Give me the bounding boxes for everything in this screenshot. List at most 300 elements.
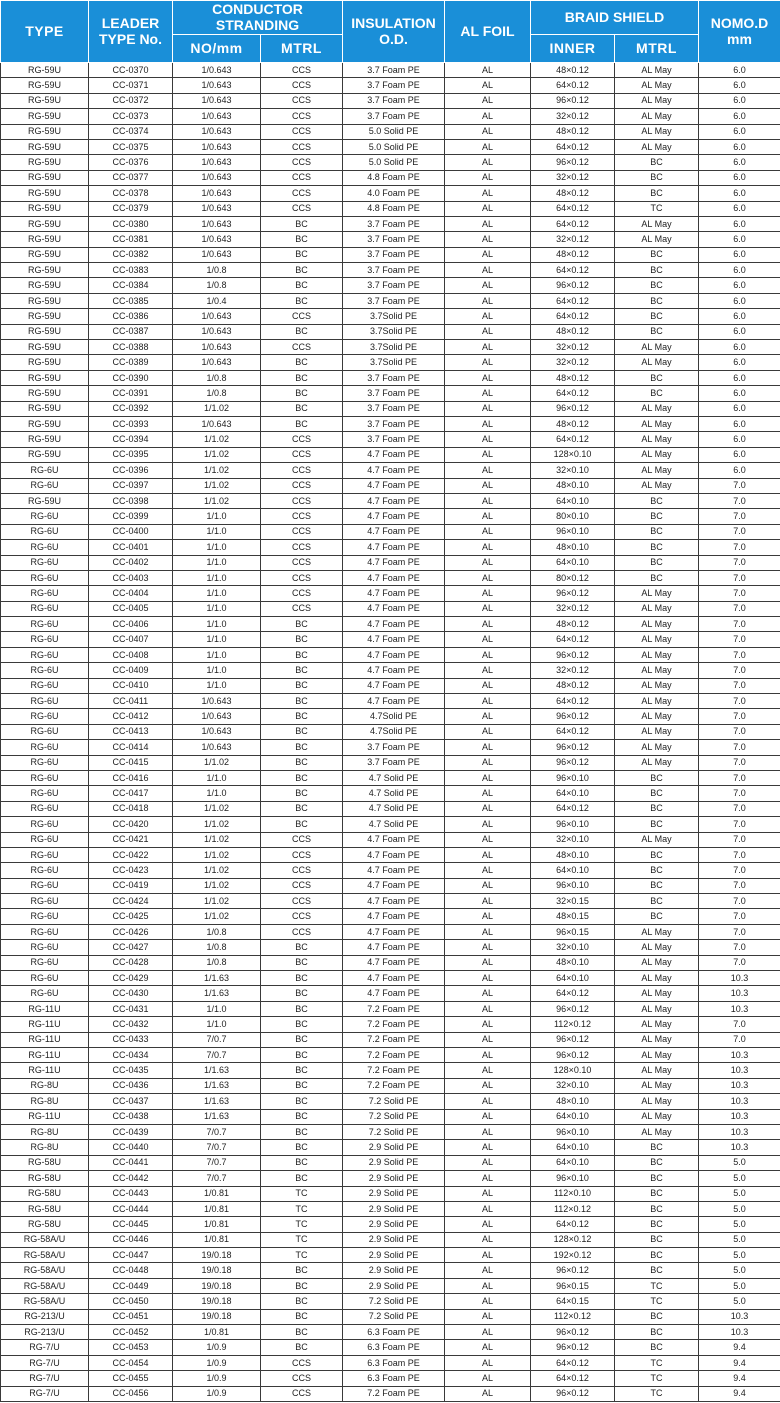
- cell-leader-type-no: CC-0421: [89, 832, 173, 847]
- table-row: [1, 1294, 780, 1309]
- cell-type: RG-6U: [1, 971, 89, 986]
- cell-type: RG-58A/U: [1, 1263, 89, 1278]
- cell-type: RG-6U: [1, 801, 89, 816]
- cell-braid-inner: 64×0.12: [531, 263, 615, 278]
- cell-nomo-d: 7.0: [699, 540, 780, 555]
- cell-conductor-mtrl: TC: [261, 1186, 343, 1201]
- table-row: [1, 124, 780, 139]
- table-row: [1, 786, 780, 801]
- cell-al-foil: AL: [445, 540, 531, 555]
- cell-conductor-no-mm: 1/0.9: [173, 1371, 261, 1386]
- table-row: [1, 186, 780, 201]
- cell-type: RG-6U: [1, 724, 89, 739]
- table-row: [1, 1171, 780, 1186]
- cell-leader-type-no: CC-0391: [89, 386, 173, 401]
- cell-leader-type-no: CC-0435: [89, 1063, 173, 1078]
- cell-conductor-no-mm: 1/1.02: [173, 832, 261, 847]
- cell-conductor-mtrl: CCS: [261, 524, 343, 539]
- cell-braid-inner: 48×0.12: [531, 247, 615, 262]
- cell-type: RG-59U: [1, 263, 89, 278]
- cell-braid-mtrl: AL May: [615, 216, 699, 231]
- cell-al-foil: AL: [445, 1386, 531, 1401]
- cell-leader-type-no: CC-0408: [89, 647, 173, 662]
- cell-type: RG-58U: [1, 1186, 89, 1201]
- cell-type: RG-7/U: [1, 1371, 89, 1386]
- table-row: [1, 570, 780, 585]
- cell-leader-type-no: CC-0433: [89, 1032, 173, 1047]
- cell-conductor-mtrl: CCS: [261, 878, 343, 893]
- cell-conductor-mtrl: BC: [261, 1278, 343, 1293]
- cell-braid-inner: 48×0.10: [531, 540, 615, 555]
- cell-insulation-od: 3.7 Foam PE: [343, 740, 445, 755]
- cell-conductor-no-mm: 1/0.643: [173, 340, 261, 355]
- cell-braid-inner: 32×0.12: [531, 601, 615, 616]
- cell-leader-type-no: CC-0448: [89, 1263, 173, 1278]
- cell-al-foil: AL: [445, 1201, 531, 1216]
- cell-nomo-d: 7.0: [699, 647, 780, 662]
- table-row: [1, 971, 780, 986]
- cell-braid-inner: 64×0.15: [531, 1294, 615, 1309]
- table-row: [1, 1109, 780, 1124]
- cell-al-foil: AL: [445, 586, 531, 601]
- cell-braid-inner: 96×0.12: [531, 1048, 615, 1063]
- cell-type: RG-6U: [1, 709, 89, 724]
- cell-nomo-d: 7.0: [699, 847, 780, 862]
- cell-braid-inner: 64×0.12: [531, 801, 615, 816]
- cell-braid-mtrl: BC: [615, 1232, 699, 1247]
- table-row: [1, 986, 780, 1001]
- cell-al-foil: AL: [445, 1309, 531, 1324]
- table-row: [1, 1232, 780, 1247]
- table-row: [1, 139, 780, 154]
- cell-braid-mtrl: AL May: [615, 124, 699, 139]
- cell-type: RG-59U: [1, 416, 89, 431]
- cell-al-foil: AL: [445, 1325, 531, 1340]
- cell-leader-type-no: CC-0394: [89, 432, 173, 447]
- cell-nomo-d: 10.3: [699, 1063, 780, 1078]
- table-row: [1, 1217, 780, 1232]
- cell-nomo-d: 7.0: [699, 1017, 780, 1032]
- cell-conductor-no-mm: 1/1.0: [173, 786, 261, 801]
- cell-braid-mtrl: AL May: [615, 139, 699, 154]
- cell-type: RG-11U: [1, 1048, 89, 1063]
- cell-type: RG-58A/U: [1, 1294, 89, 1309]
- cell-braid-mtrl: BC: [615, 570, 699, 585]
- cell-conductor-no-mm: 1/1.0: [173, 540, 261, 555]
- cell-leader-type-no: CC-0443: [89, 1186, 173, 1201]
- table-row: [1, 955, 780, 970]
- header-al-foil: AL FOIL: [445, 1, 531, 63]
- cell-braid-inner: 112×0.12: [531, 1017, 615, 1032]
- cell-braid-inner: 96×0.10: [531, 524, 615, 539]
- table-row: [1, 293, 780, 308]
- cell-braid-inner: 96×0.12: [531, 1263, 615, 1278]
- header-braid-shield: BRAID SHIELD: [531, 1, 699, 35]
- cell-leader-type-no: CC-0455: [89, 1371, 173, 1386]
- cell-conductor-no-mm: 19/0.18: [173, 1263, 261, 1278]
- cell-leader-type-no: CC-0442: [89, 1171, 173, 1186]
- cell-conductor-no-mm: 1/1.0: [173, 678, 261, 693]
- cell-braid-mtrl: BC: [615, 1140, 699, 1155]
- cell-braid-mtrl: BC: [615, 863, 699, 878]
- table-row: [1, 940, 780, 955]
- cell-conductor-mtrl: CCS: [261, 124, 343, 139]
- cell-type: RG-58U: [1, 1171, 89, 1186]
- cell-insulation-od: 3.7 Foam PE: [343, 386, 445, 401]
- cell-braid-mtrl: AL May: [615, 617, 699, 632]
- cell-al-foil: AL: [445, 770, 531, 785]
- cell-nomo-d: 10.3: [699, 1078, 780, 1093]
- cell-braid-mtrl: AL May: [615, 740, 699, 755]
- cell-leader-type-no: CC-0386: [89, 309, 173, 324]
- cell-braid-inner: 96×0.15: [531, 1278, 615, 1293]
- cell-conductor-mtrl: CCS: [261, 478, 343, 493]
- cell-braid-inner: 96×0.12: [531, 401, 615, 416]
- cell-conductor-no-mm: 1/0.9: [173, 1355, 261, 1370]
- cell-braid-inner: 80×0.12: [531, 570, 615, 585]
- cell-conductor-mtrl: BC: [261, 1032, 343, 1047]
- cell-braid-mtrl: TC: [615, 1371, 699, 1386]
- cell-leader-type-no: CC-0401: [89, 540, 173, 555]
- cell-type: RG-7/U: [1, 1386, 89, 1401]
- cell-braid-mtrl: AL May: [615, 1017, 699, 1032]
- cell-insulation-od: 3.7 Foam PE: [343, 216, 445, 231]
- cell-leader-type-no: CC-0454: [89, 1355, 173, 1370]
- cell-braid-inner: 112×0.12: [531, 1201, 615, 1216]
- cell-insulation-od: 3.7Solid PE: [343, 355, 445, 370]
- cell-braid-inner: 96×0.12: [531, 586, 615, 601]
- table-row: [1, 1001, 780, 1016]
- cell-braid-mtrl: BC: [615, 386, 699, 401]
- cell-conductor-mtrl: BC: [261, 355, 343, 370]
- cell-al-foil: AL: [445, 278, 531, 293]
- cell-conductor-no-mm: 1/1.02: [173, 878, 261, 893]
- cell-conductor-mtrl: BC: [261, 1294, 343, 1309]
- cell-conductor-mtrl: BC: [261, 709, 343, 724]
- cell-al-foil: AL: [445, 340, 531, 355]
- table-row: [1, 601, 780, 616]
- cell-nomo-d: 6.0: [699, 232, 780, 247]
- cell-leader-type-no: CC-0396: [89, 463, 173, 478]
- cell-type: RG-6U: [1, 894, 89, 909]
- cell-conductor-no-mm: 7/0.7: [173, 1171, 261, 1186]
- cell-insulation-od: 4.7 Foam PE: [343, 863, 445, 878]
- cell-braid-mtrl: AL May: [615, 1078, 699, 1093]
- cell-type: RG-11U: [1, 1109, 89, 1124]
- cell-conductor-no-mm: 19/0.18: [173, 1309, 261, 1324]
- cell-braid-inner: 96×0.10: [531, 770, 615, 785]
- cell-type: RG-59U: [1, 247, 89, 262]
- cell-al-foil: AL: [445, 524, 531, 539]
- cell-conductor-no-mm: 1/1.63: [173, 986, 261, 1001]
- cell-braid-inner: 64×0.12: [531, 139, 615, 154]
- cell-conductor-no-mm: 1/0.8: [173, 955, 261, 970]
- cell-insulation-od: 2.9 Solid PE: [343, 1140, 445, 1155]
- cell-braid-inner: 32×0.12: [531, 355, 615, 370]
- cell-leader-type-no: CC-0389: [89, 355, 173, 370]
- cell-braid-inner: 48×0.10: [531, 1094, 615, 1109]
- cell-type: RG-59U: [1, 293, 89, 308]
- table-row: [1, 386, 780, 401]
- cell-nomo-d: 6.0: [699, 139, 780, 154]
- table-row: [1, 170, 780, 185]
- cell-braid-inner: 96×0.12: [531, 155, 615, 170]
- cell-leader-type-no: CC-0388: [89, 340, 173, 355]
- cell-al-foil: AL: [445, 1263, 531, 1278]
- cell-conductor-no-mm: 1/1.63: [173, 971, 261, 986]
- table-row: [1, 817, 780, 832]
- cell-type: RG-59U: [1, 386, 89, 401]
- cell-nomo-d: 7.0: [699, 755, 780, 770]
- cell-type: RG-8U: [1, 1124, 89, 1139]
- table-row: [1, 1032, 780, 1047]
- cell-braid-inner: 48×0.15: [531, 909, 615, 924]
- cell-braid-inner: 48×0.10: [531, 478, 615, 493]
- cell-insulation-od: 2.9 Solid PE: [343, 1278, 445, 1293]
- cell-leader-type-no: CC-0378: [89, 186, 173, 201]
- cell-insulation-od: 4.7 Foam PE: [343, 894, 445, 909]
- cell-leader-type-no: CC-0444: [89, 1201, 173, 1216]
- cell-conductor-mtrl: CCS: [261, 493, 343, 508]
- cell-insulation-od: 4.7 Foam PE: [343, 463, 445, 478]
- cell-braid-inner: 80×0.10: [531, 509, 615, 524]
- cell-braid-mtrl: BC: [615, 324, 699, 339]
- cell-conductor-mtrl: TC: [261, 1232, 343, 1247]
- cell-conductor-mtrl: BC: [261, 416, 343, 431]
- cell-conductor-no-mm: 1/0.4: [173, 293, 261, 308]
- cell-leader-type-no: CC-0452: [89, 1325, 173, 1340]
- cell-braid-inner: 48×0.12: [531, 186, 615, 201]
- cell-conductor-mtrl: CCS: [261, 109, 343, 124]
- cell-nomo-d: 6.0: [699, 170, 780, 185]
- cell-conductor-mtrl: CCS: [261, 139, 343, 154]
- table-row: [1, 740, 780, 755]
- cell-nomo-d: 6.0: [699, 324, 780, 339]
- cell-conductor-mtrl: BC: [261, 278, 343, 293]
- cell-conductor-no-mm: 1/0.8: [173, 940, 261, 955]
- cell-leader-type-no: CC-0381: [89, 232, 173, 247]
- cell-leader-type-no: CC-0415: [89, 755, 173, 770]
- cell-conductor-mtrl: BC: [261, 817, 343, 832]
- table-row: [1, 463, 780, 478]
- cell-insulation-od: 3.7 Foam PE: [343, 93, 445, 108]
- cell-braid-mtrl: BC: [615, 817, 699, 832]
- table-row: [1, 355, 780, 370]
- cell-leader-type-no: CC-0373: [89, 109, 173, 124]
- cell-al-foil: AL: [445, 293, 531, 308]
- cell-nomo-d: 7.0: [699, 740, 780, 755]
- cell-conductor-mtrl: CCS: [261, 63, 343, 78]
- cell-insulation-od: 4.7Solid PE: [343, 724, 445, 739]
- cell-braid-inner: 192×0.12: [531, 1248, 615, 1263]
- cell-leader-type-no: CC-0420: [89, 817, 173, 832]
- cell-conductor-mtrl: BC: [261, 1124, 343, 1139]
- cell-braid-mtrl: BC: [615, 801, 699, 816]
- cell-braid-mtrl: AL May: [615, 232, 699, 247]
- cell-conductor-no-mm: 1/0.81: [173, 1201, 261, 1216]
- cell-braid-inner: 48×0.10: [531, 955, 615, 970]
- cell-al-foil: AL: [445, 93, 531, 108]
- cell-al-foil: AL: [445, 216, 531, 231]
- cell-braid-mtrl: BC: [615, 155, 699, 170]
- cell-type: RG-6U: [1, 540, 89, 555]
- table-row: [1, 909, 780, 924]
- cell-conductor-no-mm: 1/1.02: [173, 401, 261, 416]
- cell-nomo-d: 7.0: [699, 955, 780, 970]
- cell-braid-inner: 96×0.12: [531, 740, 615, 755]
- cell-insulation-od: 3.7Solid PE: [343, 324, 445, 339]
- cell-insulation-od: 7.2 Solid PE: [343, 1094, 445, 1109]
- cell-type: RG-59U: [1, 170, 89, 185]
- cell-nomo-d: 7.0: [699, 601, 780, 616]
- table-body: [1, 63, 780, 1402]
- cell-braid-inner: 96×0.10: [531, 1171, 615, 1186]
- cell-insulation-od: 4.7 Foam PE: [343, 971, 445, 986]
- table-row: [1, 324, 780, 339]
- cell-braid-inner: 64×0.12: [531, 986, 615, 1001]
- cell-leader-type-no: CC-0402: [89, 555, 173, 570]
- cell-type: RG-6U: [1, 909, 89, 924]
- cell-al-foil: AL: [445, 1124, 531, 1139]
- cell-braid-mtrl: BC: [615, 1186, 699, 1201]
- cell-leader-type-no: CC-0438: [89, 1109, 173, 1124]
- cell-insulation-od: 4.7 Foam PE: [343, 647, 445, 662]
- cell-leader-type-no: CC-0434: [89, 1048, 173, 1063]
- cell-nomo-d: 7.0: [699, 770, 780, 785]
- cell-nomo-d: 6.0: [699, 247, 780, 262]
- cell-insulation-od: 6.3 Foam PE: [343, 1371, 445, 1386]
- cell-conductor-mtrl: CCS: [261, 78, 343, 93]
- cell-leader-type-no: CC-0431: [89, 1001, 173, 1016]
- cell-al-foil: AL: [445, 447, 531, 462]
- cell-leader-type-no: CC-0410: [89, 678, 173, 693]
- cell-conductor-no-mm: 1/1.0: [173, 1017, 261, 1032]
- cell-leader-type-no: CC-0429: [89, 971, 173, 986]
- cell-al-foil: AL: [445, 355, 531, 370]
- table-row: [1, 1063, 780, 1078]
- cell-nomo-d: 5.0: [699, 1294, 780, 1309]
- cell-braid-mtrl: BC: [615, 555, 699, 570]
- cell-leader-type-no: CC-0412: [89, 709, 173, 724]
- cell-conductor-mtrl: CCS: [261, 1371, 343, 1386]
- cell-al-foil: AL: [445, 617, 531, 632]
- cell-conductor-mtrl: CCS: [261, 1355, 343, 1370]
- cell-nomo-d: 5.0: [699, 1248, 780, 1263]
- cell-braid-mtrl: BC: [615, 909, 699, 924]
- cell-al-foil: AL: [445, 1078, 531, 1093]
- cell-braid-mtrl: AL May: [615, 63, 699, 78]
- cell-braid-inner: 48×0.12: [531, 324, 615, 339]
- header-insulation-od: INSULATION O.D.: [343, 1, 445, 63]
- cell-conductor-no-mm: 7/0.7: [173, 1140, 261, 1155]
- cell-insulation-od: 7.2 Foam PE: [343, 1078, 445, 1093]
- cell-braid-mtrl: AL May: [615, 924, 699, 939]
- cell-conductor-no-mm: 1/0.8: [173, 924, 261, 939]
- cell-leader-type-no: CC-0422: [89, 847, 173, 862]
- cell-conductor-no-mm: 1/1.02: [173, 447, 261, 462]
- cell-type: RG-6U: [1, 878, 89, 893]
- cell-insulation-od: 4.7 Foam PE: [343, 986, 445, 1001]
- cell-braid-inner: 64×0.12: [531, 216, 615, 231]
- cell-braid-mtrl: AL May: [615, 1063, 699, 1078]
- cell-type: RG-6U: [1, 555, 89, 570]
- cell-al-foil: AL: [445, 1048, 531, 1063]
- cell-nomo-d: 7.0: [699, 709, 780, 724]
- cell-type: RG-6U: [1, 524, 89, 539]
- cell-braid-mtrl: BC: [615, 170, 699, 185]
- cell-braid-inner: 64×0.12: [531, 724, 615, 739]
- table-row: [1, 709, 780, 724]
- cell-al-foil: AL: [445, 1217, 531, 1232]
- cell-braid-inner: 64×0.12: [531, 309, 615, 324]
- cell-insulation-od: 4.7 Foam PE: [343, 832, 445, 847]
- cell-nomo-d: 7.0: [699, 632, 780, 647]
- cell-nomo-d: 7.0: [699, 863, 780, 878]
- cell-conductor-mtrl: BC: [261, 1001, 343, 1016]
- cell-al-foil: AL: [445, 232, 531, 247]
- cell-conductor-no-mm: 1/1.02: [173, 801, 261, 816]
- cell-leader-type-no: CC-0439: [89, 1124, 173, 1139]
- cell-braid-mtrl: BC: [615, 540, 699, 555]
- cell-conductor-no-mm: 1/1.02: [173, 817, 261, 832]
- cell-insulation-od: 3.7 Foam PE: [343, 293, 445, 308]
- cell-braid-inner: 64×0.12: [531, 201, 615, 216]
- cell-braid-mtrl: AL May: [615, 416, 699, 431]
- cell-type: RG-11U: [1, 1001, 89, 1016]
- cell-type: RG-6U: [1, 770, 89, 785]
- cell-type: RG-59U: [1, 78, 89, 93]
- cell-nomo-d: 9.4: [699, 1355, 780, 1370]
- cell-insulation-od: 4.7 Solid PE: [343, 817, 445, 832]
- cell-type: RG-59U: [1, 216, 89, 231]
- cell-conductor-no-mm: 1/1.02: [173, 432, 261, 447]
- cell-conductor-mtrl: CCS: [261, 1386, 343, 1401]
- cell-braid-mtrl: BC: [615, 878, 699, 893]
- cell-leader-type-no: CC-0395: [89, 447, 173, 462]
- table-row: [1, 155, 780, 170]
- cell-insulation-od: 4.7 Foam PE: [343, 909, 445, 924]
- header-conductor-stranding: CONDUCTOR STRANDING: [173, 1, 343, 35]
- cell-braid-mtrl: TC: [615, 1355, 699, 1370]
- cell-braid-mtrl: BC: [615, 847, 699, 862]
- cell-conductor-no-mm: 19/0.18: [173, 1278, 261, 1293]
- cell-nomo-d: 6.0: [699, 370, 780, 385]
- cell-conductor-no-mm: 1/1.02: [173, 909, 261, 924]
- cell-nomo-d: 6.0: [699, 447, 780, 462]
- cell-al-foil: AL: [445, 709, 531, 724]
- cell-insulation-od: 4.7 Foam PE: [343, 878, 445, 893]
- cell-braid-inner: 96×0.12: [531, 1032, 615, 1047]
- cell-insulation-od: 2.9 Solid PE: [343, 1201, 445, 1216]
- cell-type: RG-59U: [1, 63, 89, 78]
- table-row: [1, 632, 780, 647]
- table-row: [1, 478, 780, 493]
- cell-braid-inner: 96×0.12: [531, 1325, 615, 1340]
- cell-leader-type-no: CC-0397: [89, 478, 173, 493]
- cell-insulation-od: 4.7 Foam PE: [343, 955, 445, 970]
- cell-nomo-d: 9.4: [699, 1340, 780, 1355]
- cell-braid-inner: 96×0.12: [531, 1340, 615, 1355]
- cell-braid-inner: 32×0.10: [531, 832, 615, 847]
- cell-type: RG-6U: [1, 863, 89, 878]
- cell-braid-inner: 96×0.15: [531, 924, 615, 939]
- cell-conductor-no-mm: 1/1.02: [173, 493, 261, 508]
- cell-insulation-od: 3.7 Foam PE: [343, 432, 445, 447]
- cell-braid-inner: 64×0.12: [531, 1371, 615, 1386]
- cell-leader-type-no: CC-0417: [89, 786, 173, 801]
- cell-nomo-d: 5.0: [699, 1278, 780, 1293]
- cell-braid-mtrl: AL May: [615, 447, 699, 462]
